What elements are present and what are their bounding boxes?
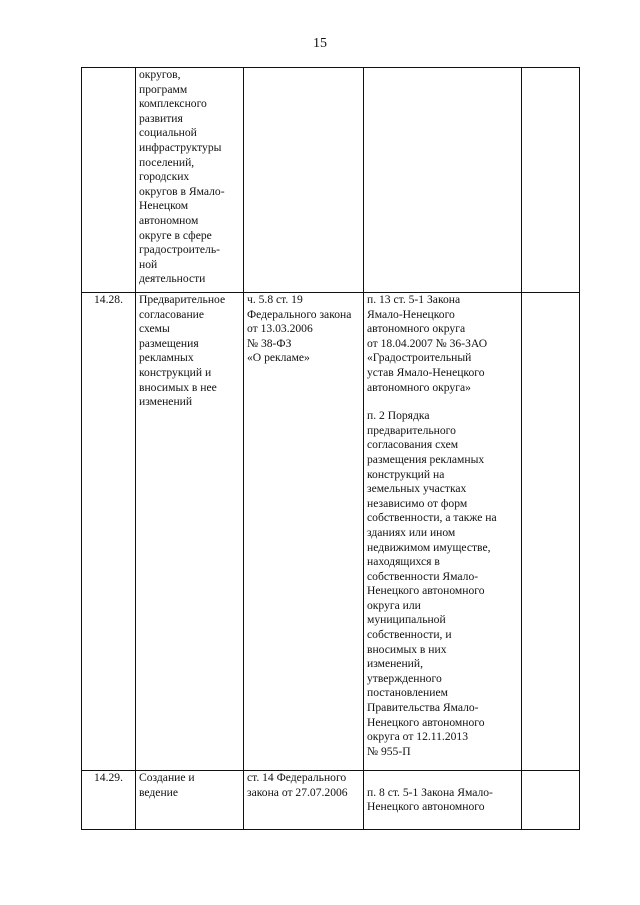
regional-basis-cell bbox=[364, 68, 522, 293]
federal-basis-cell: ст. 14 Федерального закона от 27.07.2006 bbox=[244, 771, 364, 830]
federal-basis-cell bbox=[244, 68, 364, 293]
regional-basis-text-2: п. 2 Порядка предварительного согласования схем размещения рекламных конструкций на земельных участках независимо от форм собственности, а также на зданиях или ином недвижимом имуществе, находящихся в собственности Ямало- Ненецкого автономного округа или муниципальной собственности, и вносимых в них изменений, утвержденного постановлением Правительства Ямало- Ненецкого автономного округа от 12.11.2013 № 955-П bbox=[367, 409, 497, 758]
federal-basis-cell: ч. 5.8 ст. 19 Федерального закона от 13.03.2006 № 38-ФЗ «О рекламе» bbox=[244, 293, 364, 771]
paragraph-gap bbox=[367, 395, 518, 409]
note-cell bbox=[522, 293, 580, 771]
regional-basis-text: п. 8 ст. 5-1 Закона Ямало- Ненецкого автономного bbox=[367, 785, 493, 814]
table-row bbox=[82, 771, 580, 830]
service-name-cell: Предварительное согласование схемы размещения рекламных конструкций и вносимых в нее изменений bbox=[136, 293, 244, 771]
page-number: 15 bbox=[313, 36, 327, 51]
row-number-cell bbox=[82, 68, 136, 293]
note-cell bbox=[522, 771, 580, 830]
regional-basis-cell bbox=[364, 293, 522, 771]
row-number-cell: 14.28. bbox=[82, 293, 136, 771]
table-row bbox=[82, 68, 580, 293]
table-row bbox=[82, 293, 580, 771]
services-table bbox=[81, 67, 580, 830]
note-cell bbox=[522, 68, 580, 293]
regional-basis-cell bbox=[364, 771, 522, 830]
row-number-cell: 14.29. bbox=[82, 771, 136, 830]
service-name-cell: округов, программ комплексного развития социальной инфраструктуры поселений, городских округов в Ямало- Ненецком автономном округе в сфере градостроитель- ной деятельности bbox=[136, 68, 244, 293]
service-name-cell: Создание и ведение bbox=[136, 771, 244, 830]
regional-basis-text: п. 13 ст. 5-1 Закона Ямало-Ненецкого автономного округа от 18.04.2007 № 36-ЗАО «Градостроительный устав Ямало-Ненецкого автономного округа» bbox=[367, 293, 488, 394]
